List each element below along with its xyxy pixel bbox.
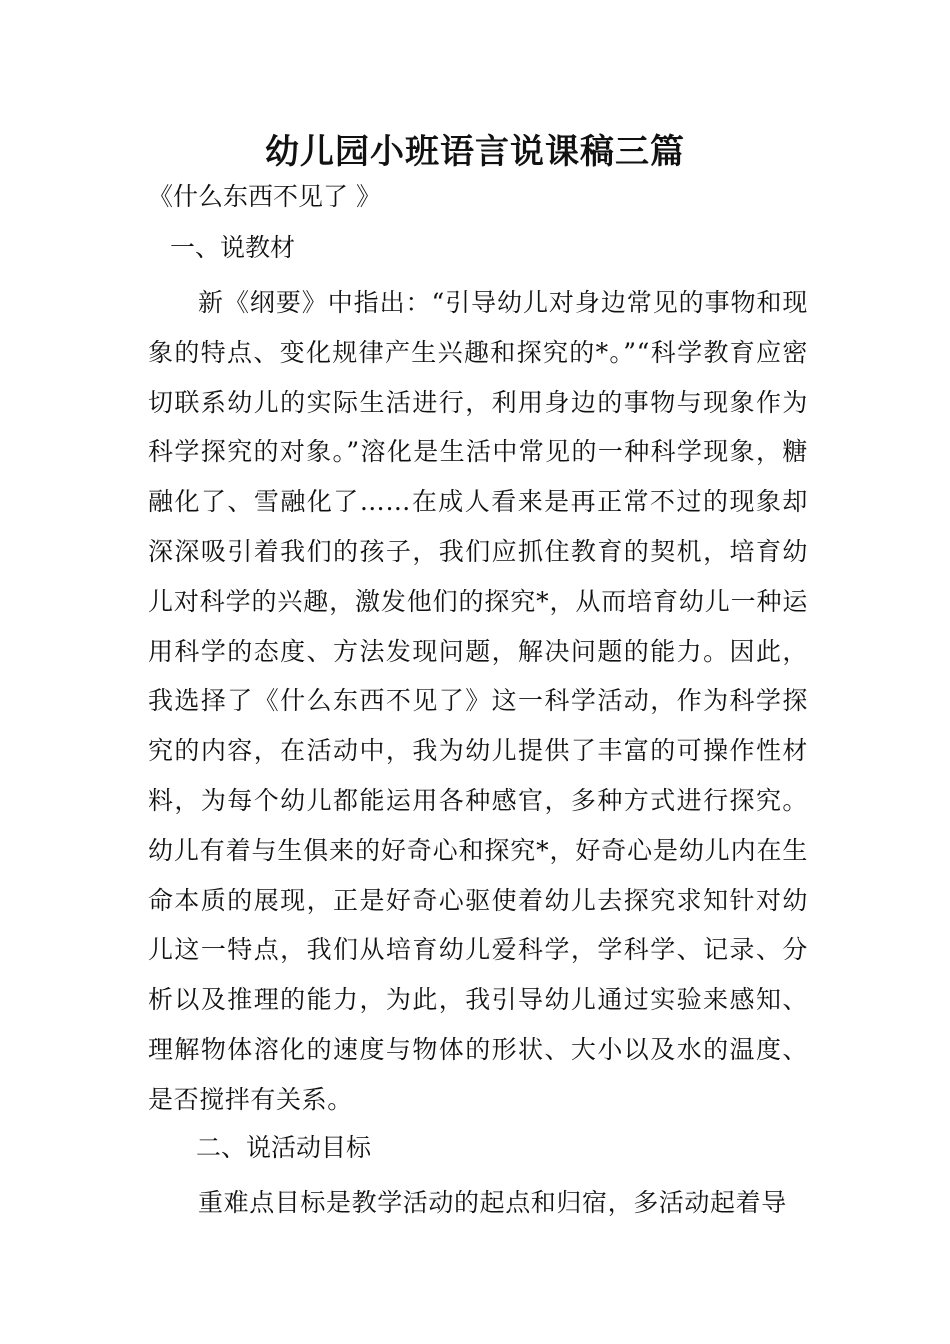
body-paragraph-continued: 重难点目标是教学活动的起点和归宿，多活动起着导 bbox=[198, 1188, 787, 1217]
section-heading-activity-goals: 二、说活动目标 bbox=[196, 1133, 372, 1162]
document-title: 幼儿园小班语言说课稿三篇 bbox=[265, 132, 685, 172]
document-subtitle: 《什么东西不见了 》 bbox=[148, 182, 381, 211]
section-heading-teaching-material: 一、说教材 bbox=[170, 233, 296, 262]
body-paragraph: 新《纲要》中指出：“引导幼儿对身边常见的事物和现象的特点、变化规律产生兴趣和探究的*。”“科学教育应密切联系幼儿的实际生活进行，利用身边的事物与现象作为科学探究的对象。”溶化是生活中常见的一种科学现象，糖融化了、雪融化了……在成人看来是再正常不过的现象却深深吸引着我们的孩子，我们应抓住教育的契机，培育幼儿对科学的兴趣，激发他们的探究*，从而培育幼儿一种运用科学的态度、方法发现问题，解决问题的能力。因此，我选择了《什么东西不见了》这一科学活动，作为科学探究的内容，在活动中，我为幼儿提供了丰富的可操作性材料，为每个幼儿都能运用各种感官，多种方式进行探究。幼儿有着与生俱来的好奇心和探究*，好奇心是幼儿内在生命本质的展现，正是好奇心驱使着幼儿去探究求知针对幼儿这一特点，我们从培育幼儿爱科学，学科学、记录、分析以及推理的能力，为此，我引导幼儿通过实验来感知、理解物体溶化的速度与物体的形状、大小以及水的温度、是否搅拌有关系。 bbox=[148, 288, 808, 1114]
